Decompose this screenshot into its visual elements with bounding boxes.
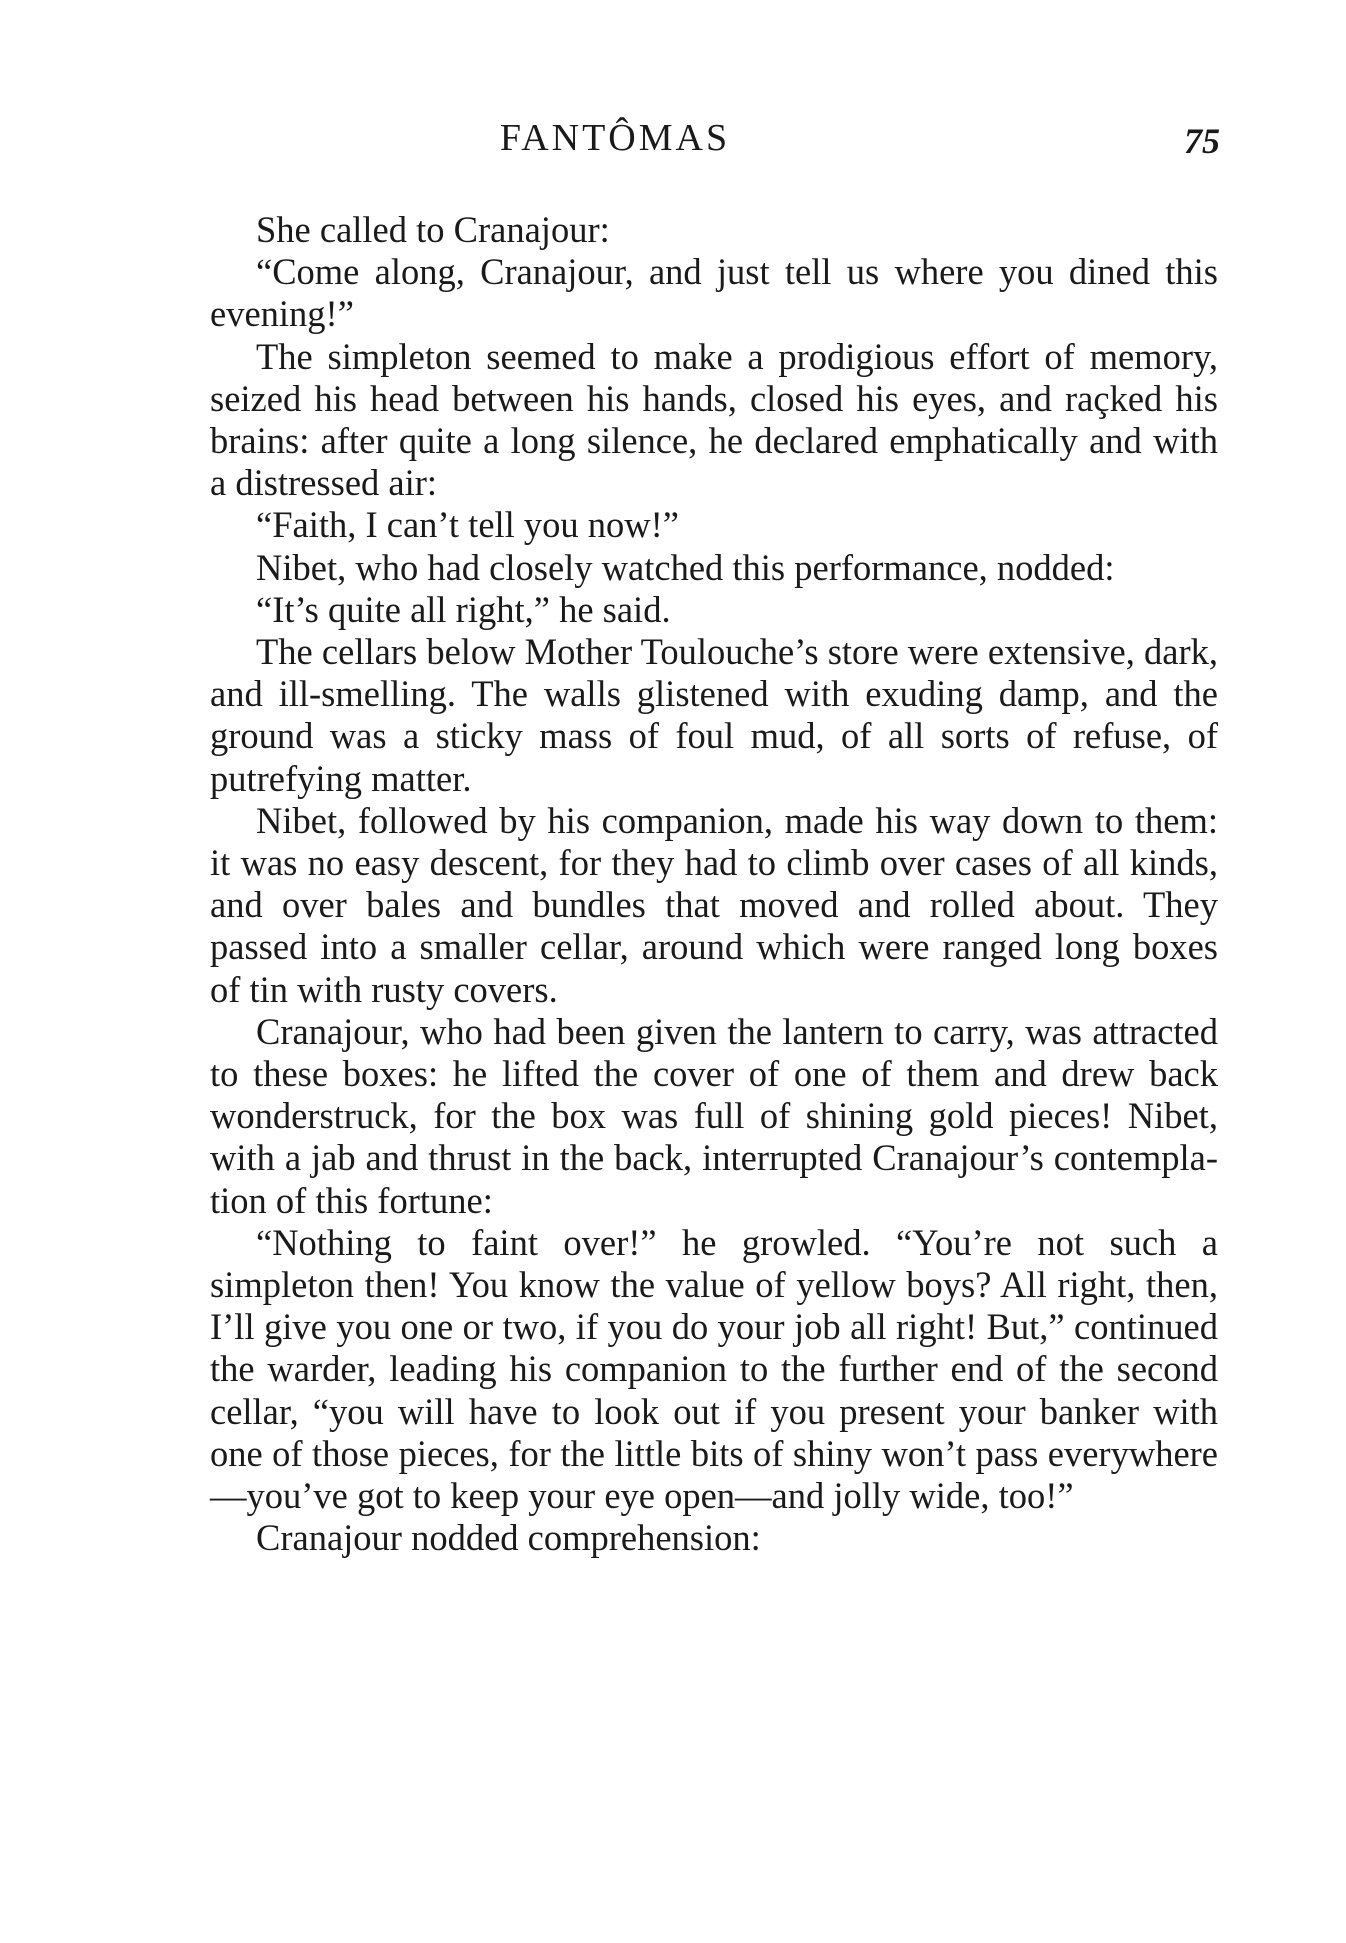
paragraph-7: The cellars below Mother Toulouche’s store were extensive, dark, and ill-smelling. The walls glistened with exuding damp, and the ground was a sticky mass of foul mud, of all sorts of refuse, of putrefying matter. [210, 631, 1218, 799]
paragraph-3: The simpleton seemed to make a prodigious effort of memory, seized his head between his hands, closed his eyes, and raçked his brains: after quite a long silence, he declared emphatically and with a distressed air: [210, 335, 1218, 504]
paragraph-8: Nibet, followed by his companion, made his way down to them: it was no easy descent, for they had to climb over cases of all kinds, and over bales and bundles that moved and rolled about. They passed into a smaller cellar, around which were ranged long boxes of tin with rusty covers. [210, 799, 1218, 1010]
running-header [210, 108, 1220, 168]
paragraph-10: “Nothing to faint over!” he growled. “You’re not such a simpleton then! You know the value of yellow boys? All right, then, I’ll give you one or two, if you do your job all right! But,” continued the warder, leading his companion to the further end of the second cellar, “you will have to look out if you present your banker with one of those pieces, for the little bits of shiny won’t pass everywhere—you’ve got to keep your eye open—and jolly wide, too!” [210, 1221, 1218, 1517]
paragraph-11: Cranajour nodded comprehension: [256, 1517, 761, 1559]
page-number: 75 [1184, 121, 1220, 161]
body-text [210, 209, 1218, 1560]
running-title: FANTÔMAS [499, 117, 731, 159]
paragraph-5: Nibet, who had closely watched this performance, nodded: [256, 546, 1115, 588]
paragraph-6: “It’s quite all right,” he said. [256, 588, 671, 630]
paragraph-2: “Come along, Cranajour, and just tell us where you dined this evening!” [210, 251, 1218, 335]
paragraph-4: “Faith, I can’t tell you now!” [256, 504, 680, 546]
paragraph-9: Cranajour, who had been given the lantern to carry, was attracted to these boxes: he lifted the cover of one of them and drew back wonderstruck, for the box was full of shining gold pieces! Nibet, with a jab and thrust in the back, interrupted Cranajour’s contemplation of this fortune: [210, 1010, 1218, 1221]
paragraph-1: She called to Cranajour: [256, 209, 610, 250]
